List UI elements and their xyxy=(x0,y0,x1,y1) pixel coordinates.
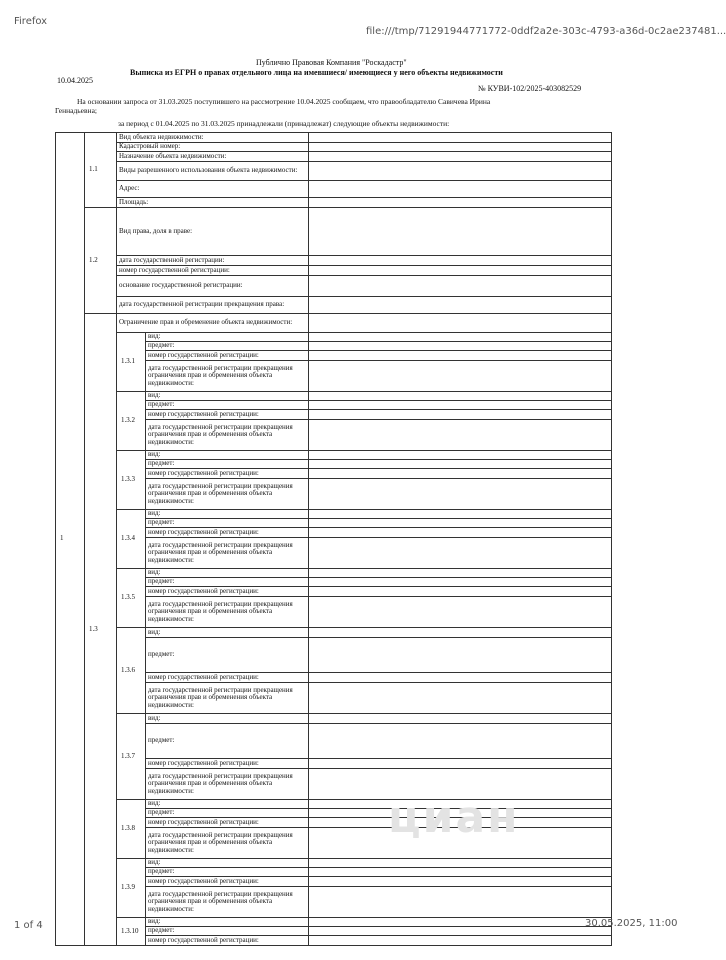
subsection-number: 1.3.5 xyxy=(117,569,146,628)
field-label: Кадастровый номер: xyxy=(117,143,309,152)
field-value xyxy=(309,297,612,314)
field-label: номер государственной регистрации: xyxy=(146,818,309,828)
field-value xyxy=(309,351,612,361)
field-value xyxy=(309,759,612,769)
field-label: Вид объекта недвижимости: xyxy=(117,133,309,143)
field-label: Виды разрешенного использования объекта недвижимости: xyxy=(117,162,309,181)
field-value xyxy=(309,638,612,673)
field-value xyxy=(309,181,612,198)
subsection-number: 1.3.4 xyxy=(117,510,146,569)
field-value xyxy=(309,133,612,143)
field-value xyxy=(309,410,612,420)
field-value xyxy=(309,198,612,208)
field-value xyxy=(309,519,612,528)
field-label: вид: xyxy=(146,451,309,460)
field-label: предмет: xyxy=(146,460,309,469)
request-paragraph-line2: Геннадьевна; xyxy=(55,106,97,115)
request-paragraph-line1: На основании запроса от 31.03.2025 поступившего на рассмотрение 10.04.2025 сообщаем, что правообладателю Савичева Ирина xyxy=(77,97,491,106)
document-title: Выписка из ЕГРН о правах отдельного лица на имевшиеся/ имеющиеся у него объекты недвижимости xyxy=(130,68,503,77)
field-label: предмет: xyxy=(146,519,309,528)
field-value xyxy=(309,927,612,936)
field-value xyxy=(309,724,612,759)
field-value xyxy=(309,887,612,918)
field-label: Вид права, доля в праве: xyxy=(117,208,309,256)
field-label: дата государственной регистрации прекращения ограничения прав и обременения объекта недвижимости: xyxy=(146,361,309,392)
field-label: дата государственной регистрации прекращения ограничения прав и обременения объекта недвижимости: xyxy=(146,420,309,451)
field-value xyxy=(309,162,612,181)
field-value xyxy=(309,333,612,342)
field-label: Ограничение прав и обременение объекта недвижимости: xyxy=(117,314,309,333)
section-number: 1.1 xyxy=(85,133,117,208)
field-label: предмет: xyxy=(146,578,309,587)
subsection-number: 1.3.3 xyxy=(117,451,146,510)
field-value xyxy=(309,208,612,256)
field-value xyxy=(309,597,612,628)
field-value xyxy=(309,276,612,297)
field-label: вид: xyxy=(146,628,309,638)
field-label: номер государственной регистрации: xyxy=(146,587,309,597)
watermark-logo xyxy=(388,792,588,852)
field-label: дата государственной регистрации прекращения ограничения прав и обременения объекта недвижимости: xyxy=(146,769,309,800)
field-value xyxy=(309,266,612,276)
field-label: номер государственной регистрации: xyxy=(146,528,309,538)
field-label: дата государственной регистрации прекращения права: xyxy=(117,297,309,314)
browser-app-name: Firefox xyxy=(14,16,48,27)
field-label: дата государственной регистрации прекращения ограничения прав и обременения объекта недвижимости: xyxy=(146,538,309,569)
watermark-text: циан xyxy=(388,792,520,843)
field-value xyxy=(309,683,612,714)
field-label: вид: xyxy=(146,569,309,578)
field-label: дата государственной регистрации прекращения ограничения прав и обременения объекта недвижимости: xyxy=(146,597,309,628)
field-value xyxy=(309,877,612,887)
field-label: номер государственной регистрации: xyxy=(117,266,309,276)
field-label: вид: xyxy=(146,510,309,519)
field-label: предмет: xyxy=(146,342,309,351)
request-paragraph-line3: за период с 01.04.2025 по 31.03.2025 принадлежали (принадлежат) следующие объекты недвижимости: xyxy=(118,119,450,128)
field-label: вид: xyxy=(146,392,309,401)
row-number: 1 xyxy=(56,133,85,946)
field-label: предмет: xyxy=(146,638,309,673)
field-label: номер государственной регистрации: xyxy=(146,877,309,887)
field-label: предмет: xyxy=(146,724,309,759)
field-value xyxy=(309,314,612,333)
section-number: 1.3 xyxy=(85,314,117,946)
field-label: дата государственной регистрации прекращения ограничения прав и обременения объекта недвижимости: xyxy=(146,479,309,510)
field-value xyxy=(309,538,612,569)
subsection-number: 1.3.7 xyxy=(117,714,146,800)
field-label: дата государственной регистрации прекращения ограничения прав и обременения объекта недвижимости: xyxy=(146,828,309,859)
document-date: 10.04.2025 xyxy=(57,76,93,85)
field-value xyxy=(309,578,612,587)
field-label: основание государственной регистрации: xyxy=(117,276,309,297)
print-datetime: 30.05.2025, 11:00 xyxy=(585,918,678,929)
field-value xyxy=(309,143,612,152)
field-label: дата государственной регистрации: xyxy=(117,256,309,266)
field-value xyxy=(309,714,612,724)
field-label: предмет: xyxy=(146,401,309,410)
document-number: № КУВИ-102/2025-403082529 xyxy=(478,84,582,93)
field-label: предмет: xyxy=(146,927,309,936)
field-value xyxy=(309,256,612,266)
field-value xyxy=(309,936,612,946)
field-label: вид: xyxy=(146,800,309,809)
field-label: дата государственной регистрации прекращения ограничения прав и обременения объекта недвижимости: xyxy=(146,887,309,918)
field-value xyxy=(309,451,612,460)
field-label: номер государственной регистрации: xyxy=(146,673,309,683)
field-label: вид: xyxy=(146,859,309,868)
subsection-number: 1.3.8 xyxy=(117,800,146,859)
field-label: предмет: xyxy=(146,809,309,818)
field-value xyxy=(309,469,612,479)
field-value xyxy=(309,569,612,578)
browser-url[interactable]: file:///tmp/71291944771772-0ddf2a2e-303c-4793-a36d-0c2ae237481... xyxy=(366,26,726,37)
subsection-number: 1.3.2 xyxy=(117,392,146,451)
field-label: Адрес: xyxy=(117,181,309,198)
field-label: вид: xyxy=(146,714,309,724)
field-value xyxy=(309,628,612,638)
field-value xyxy=(309,392,612,401)
field-value xyxy=(309,918,612,927)
field-value xyxy=(309,479,612,510)
section-number: 1.2 xyxy=(85,208,117,314)
field-label: номер государственной регистрации: xyxy=(146,936,309,946)
property-table xyxy=(55,132,611,944)
field-value xyxy=(309,420,612,451)
page-indicator: 1 of 4 xyxy=(14,920,43,931)
subsection-number: 1.3.10 xyxy=(117,918,146,946)
field-value xyxy=(309,401,612,410)
field-value xyxy=(309,528,612,538)
field-label: Назначение объекта недвижимости: xyxy=(117,152,309,162)
field-value xyxy=(309,361,612,392)
field-label: предмет: xyxy=(146,868,309,877)
field-value xyxy=(309,868,612,877)
field-label: номер государственной регистрации: xyxy=(146,759,309,769)
field-label: вид: xyxy=(146,333,309,342)
field-value xyxy=(309,460,612,469)
field-label: дата государственной регистрации прекращения ограничения прав и обременения объекта недвижимости: xyxy=(146,683,309,714)
subsection-number: 1.3.6 xyxy=(117,628,146,714)
field-label: номер государственной регистрации: xyxy=(146,410,309,420)
subsection-number: 1.3.9 xyxy=(117,859,146,918)
field-label: Площадь: xyxy=(117,198,309,208)
field-value xyxy=(309,587,612,597)
field-value xyxy=(309,342,612,351)
field-value xyxy=(309,673,612,683)
subsection-number: 1.3.1 xyxy=(117,333,146,392)
company-name: Публично Правовая Компания "Роскадастр" xyxy=(256,58,407,67)
field-label: номер государственной регистрации: xyxy=(146,351,309,361)
field-label: вид: xyxy=(146,918,309,927)
field-label: номер государственной регистрации: xyxy=(146,469,309,479)
field-value xyxy=(309,152,612,162)
field-value xyxy=(309,510,612,519)
field-value xyxy=(309,859,612,868)
